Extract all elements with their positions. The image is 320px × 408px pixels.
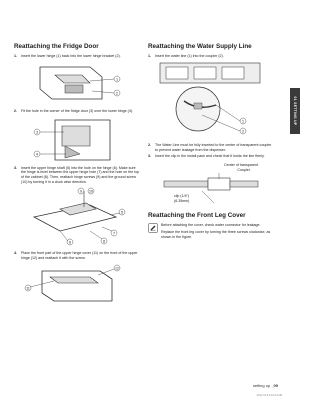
step-1 — [148, 54, 274, 59]
step-text: Fit the hole in the corner of the fridge door (3) over the lower hinge (4). — [21, 108, 134, 113]
step-number: 3. — [14, 165, 17, 170]
step-number: 3. — [148, 154, 151, 159]
step-number: 4. — [14, 250, 17, 255]
label-clip: clip (1/4") — [174, 194, 190, 199]
figure-upper-hinge — [20, 187, 130, 247]
side-tab-label: 01 SETTING UP — [293, 96, 297, 126]
callout-12: 12 — [115, 265, 119, 270]
callout-10: 10 — [89, 189, 93, 194]
note-text — [161, 223, 274, 240]
step-1 — [14, 54, 140, 59]
figure-hinge-cover — [20, 263, 130, 303]
section-side-tab — [290, 88, 300, 134]
step-text: The Water Line must be fully inserted to the center of transparent coupler to prevent water leakage from the dispenser. — [155, 142, 272, 152]
step-3 — [14, 166, 140, 185]
section-title-water-line: Reattaching the Water Supply Line — [148, 43, 252, 50]
step-number: 2. — [148, 142, 151, 147]
callout-1: 1 — [116, 77, 118, 82]
step-text: Insert the water line (1) into the coupler (2). — [155, 53, 224, 58]
note-caution: Before attaching the cover, check water connector for leakage. — [161, 223, 261, 228]
step-text: Insert the clip in the install pack and check that it holds the line firmly. — [155, 154, 265, 159]
label-center: Center of transparent — [224, 163, 258, 168]
callout-4: 4 — [36, 151, 38, 156]
callout-11: 11 — [26, 285, 30, 290]
page-number: _09 — [271, 383, 278, 388]
figure-water-line — [154, 61, 266, 139]
step-number: 1. — [148, 53, 151, 58]
right-column — [148, 44, 274, 240]
callout-6: 6 — [69, 240, 71, 245]
step-3 — [148, 154, 274, 159]
print-info: 2012.11.8 3:10:44 AM — [256, 394, 282, 397]
step-2 — [148, 143, 274, 153]
callout-8: 8 — [103, 239, 105, 244]
callout-1: 1 — [242, 119, 244, 124]
callout-2: 2 — [116, 91, 118, 96]
figure-fridge-door — [20, 116, 130, 162]
step-number: 1. — [14, 53, 17, 58]
step-text: Insert the lower hinge (1) back into the lower hinge bracket (2). — [21, 53, 121, 58]
step-text: Insert the upper hinge shaft (5) into the hole on the hinge (6). Make sure the hinge is level between the upper hinge hole (7) and the hole on the top of the cabinet (8). Then, reattach hinge screws (9) and the ground screw (10) by turning it in a clock wise direction. — [21, 165, 140, 185]
label-clip-size: (6.35mm) — [174, 199, 190, 204]
callout-3: 3 — [36, 129, 38, 134]
caution-icon — [148, 223, 158, 233]
step-2 — [14, 109, 140, 114]
section-title-fridge-door: Reattaching the Fridge Door — [14, 43, 99, 50]
caution-note — [148, 223, 274, 240]
figure-coupler-clip — [154, 161, 266, 207]
footer-text: setting up — [252, 383, 271, 388]
step-number: 2. — [14, 108, 17, 113]
note-body: Replace the front leg cover by turning the three screws clockwise, as shown in the figure. — [161, 230, 271, 239]
left-column — [14, 44, 140, 307]
label-coupler: Coupler — [237, 168, 250, 173]
figure-lower-hinge — [20, 61, 130, 105]
step-text: Place the front part of the upper hinge cover (11) on the front of the upper hinge (12) and reattach it with the screw. — [21, 250, 138, 260]
step-4 — [14, 251, 140, 261]
section-title-front-leg-cover: Reattaching the Front Leg Cover — [148, 212, 246, 220]
callout-7: 7 — [113, 231, 115, 236]
callout-2: 2 — [242, 129, 244, 134]
callout-5: 5 — [121, 210, 123, 215]
callout-9: 9 — [80, 189, 82, 194]
page-footer — [253, 383, 278, 388]
